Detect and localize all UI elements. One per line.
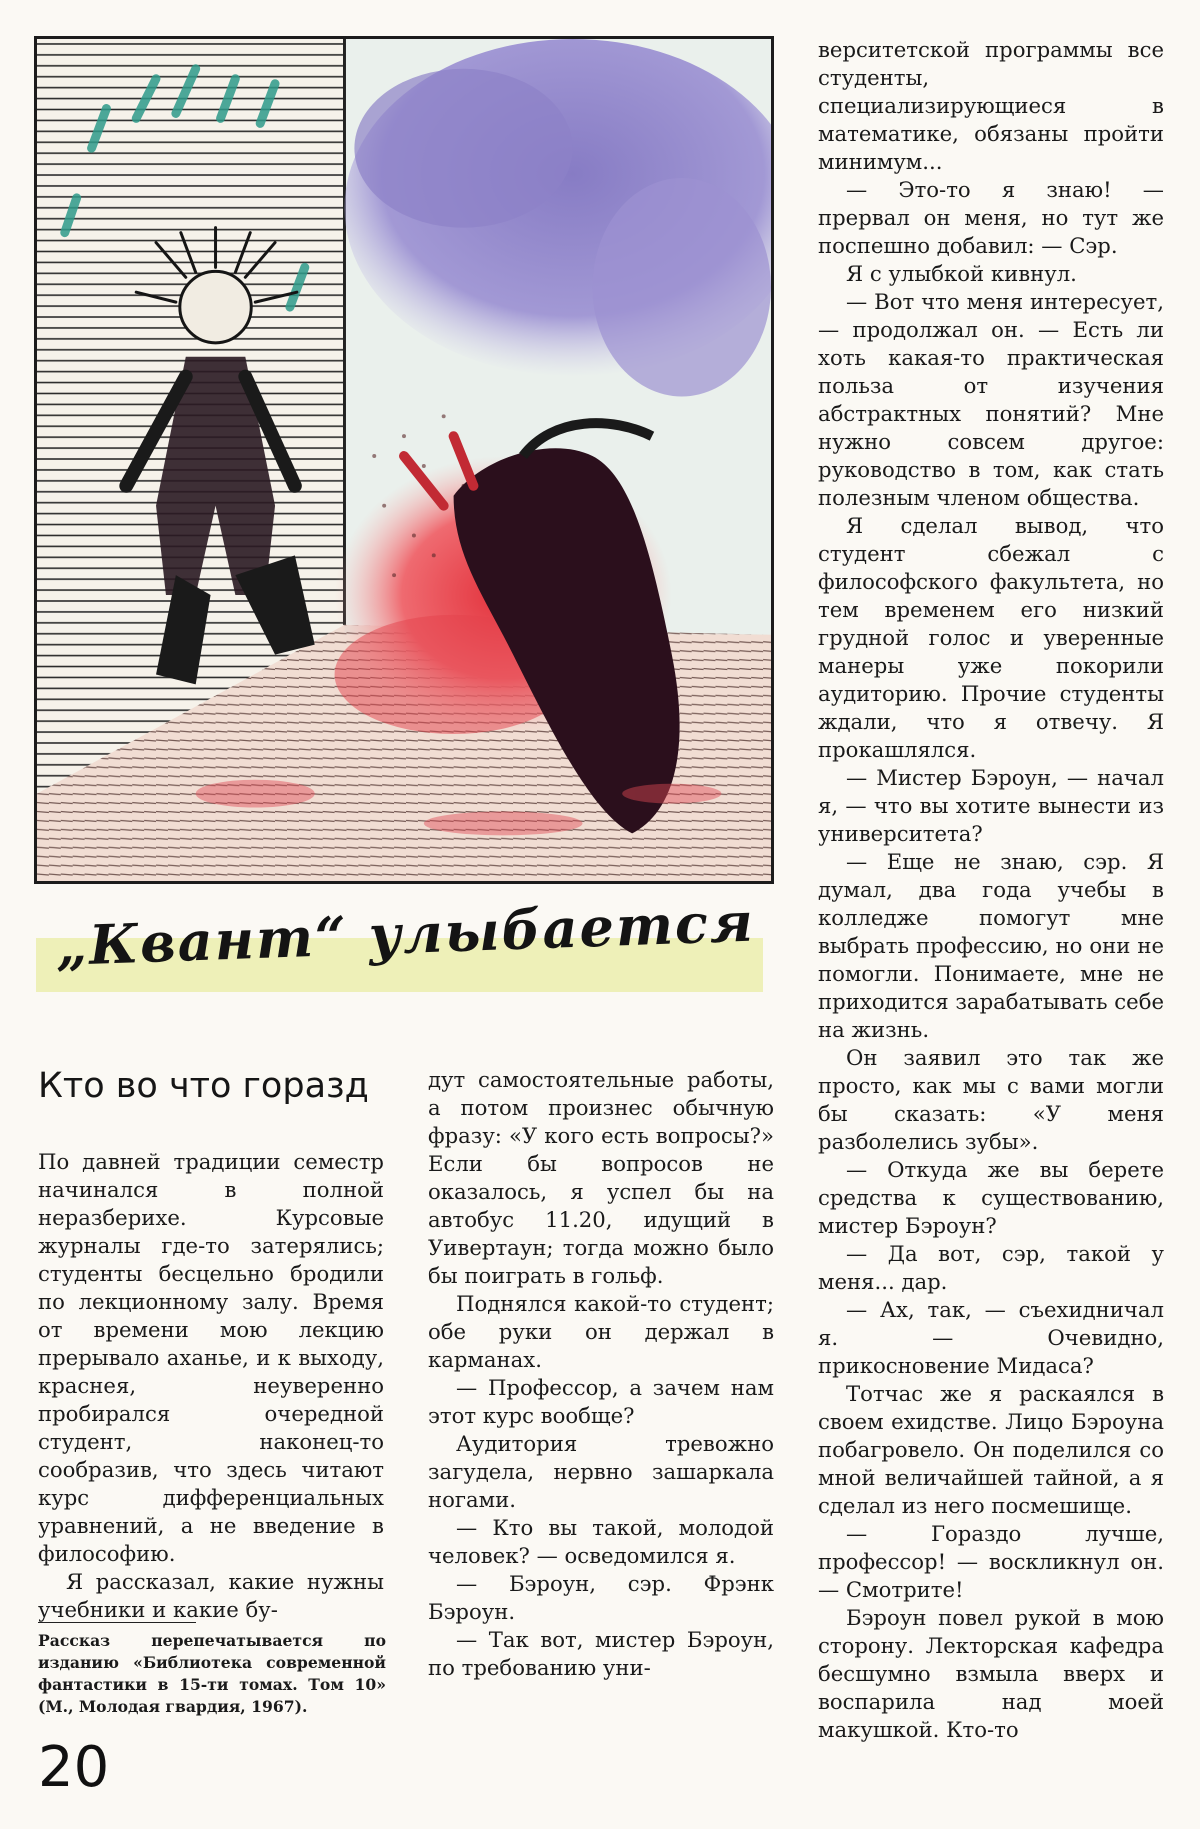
paragraph: Я рассказал, какие нужны учебники и какие бу- — [38, 1569, 384, 1622]
paragraph: Аудитория тревожно загудела, нервно зашаркала ногами. — [428, 1431, 774, 1512]
paragraph: — Еще не знаю, сэр. Я думал, два года учебы в колледже помогут мне выбрать профессию, но они не помогли. Понимаете, мне не приходится зарабатывать себе на жизнь. — [818, 849, 1164, 1042]
text-column-3 — [818, 36, 1164, 1744]
paragraph: Тотчас же я раскаялся в своем ехидстве. Лицо Бэроуна побагровело. Он поделился со мной величайшей тайной, а я сделал из него посмешище. — [818, 1381, 1164, 1518]
paragraph: верситетской программы все студенты, специализирующиеся в математике, обязаны пройти минимум... — [818, 37, 1164, 174]
paragraph: — Это-то я знаю! — прервал он меня, но тут же поспешно добавил: — Сэр. — [818, 177, 1164, 258]
footnote: Рассказ перепечатывается по изданию «Библиотека современной фантастики в 15-ти томах. Том 10» (М., Молодая гвардия, 1967). — [38, 1631, 386, 1716]
paragraph: — Так вот, мистер Бэроун, по требованию уни- — [428, 1627, 774, 1680]
text-column-1 — [38, 1148, 384, 1624]
paragraph: — Откуда же вы берете средства к существованию, мистер Бэроун? — [818, 1157, 1164, 1238]
paragraph: — Мистер Бэроун, — начал я, — что вы хотите вынести из университета? — [818, 765, 1164, 846]
paragraph: — Кто вы такой, молодой человек? — осведомился я. — [428, 1515, 774, 1568]
illustration-drawing — [37, 39, 771, 881]
story-illustration — [34, 36, 774, 884]
paragraph: По давней традиции семестр начинался в полной неразберихе. Курсовые журналы где-то затерялись; студенты бесцельно бродили по лекционному залу. Время от времени мою лекцию прерывало аханье, и к выходу, краснея, неуверенно пробирался очередной студент, наконец-то сообразив, что здесь читают курс дифференциальных уравнений, а не введение в философию. — [38, 1149, 384, 1566]
paragraph: — Вот что меня интересует, — продолжал он. — Есть ли хоть какая-то практическая польза от изучения абстрактных понятий? Мне нужно совсем другое: руководство в том, как стать полезным членом общества. — [818, 289, 1164, 510]
paragraph: дут самостоятельные работы, а потом произнес обычную фразу: «У кого есть вопросы?» Если бы вопросов не оказалось, я успел бы на автобус 11.20, идущий в Уивертаун; тогда можно было бы поиграть в гольф. — [428, 1067, 774, 1288]
paragraph: — Гораздо лучше, профессор! — воскликнул он. — Смотрите! — [818, 1521, 1164, 1602]
paragraph: — Бэроун, сэр. Фрэнк Бэроун. — [428, 1571, 774, 1624]
paragraph: — Профессор, а зачем нам этот курс вообще? — [428, 1375, 774, 1428]
paragraph: Я сделал вывод, что студент сбежал с философского факультета, но тем временем его низкий грудной голос и уверенные манеры уже покорили аудиторию. Прочие студенты ждали, что я отвечу. Я прокашлялся. — [818, 513, 1164, 762]
paragraph: Он заявил это так же просто, как мы с вами могли бы сказать: «У меня разболелись зубы». — [818, 1045, 1164, 1154]
section-banner-title: „Квант“ улыбается — [54, 889, 756, 978]
paragraph: — Ах, так, — съехидничал я. — Очевидно, прикосновение Мидаса? — [818, 1297, 1164, 1378]
article-heading: Кто во что горазд — [38, 1066, 369, 1106]
page-number: 20 — [38, 1735, 110, 1800]
paragraph: Бэроун повел рукой в мою сторону. Лекторская кафедра бесшумно взмыла вверх и воспарила над моей макушкой. Кто-то — [818, 1605, 1164, 1742]
paragraph: Поднялся какой-то студент; обе руки он держал в карманах. — [428, 1291, 774, 1372]
footnote-divider — [38, 1622, 196, 1623]
paragraph: — Да вот, сэр, такой у меня... дар. — [818, 1241, 1164, 1294]
paragraph: Я с улыбкой кивнул. — [846, 261, 1077, 286]
text-column-2 — [428, 1066, 774, 1682]
